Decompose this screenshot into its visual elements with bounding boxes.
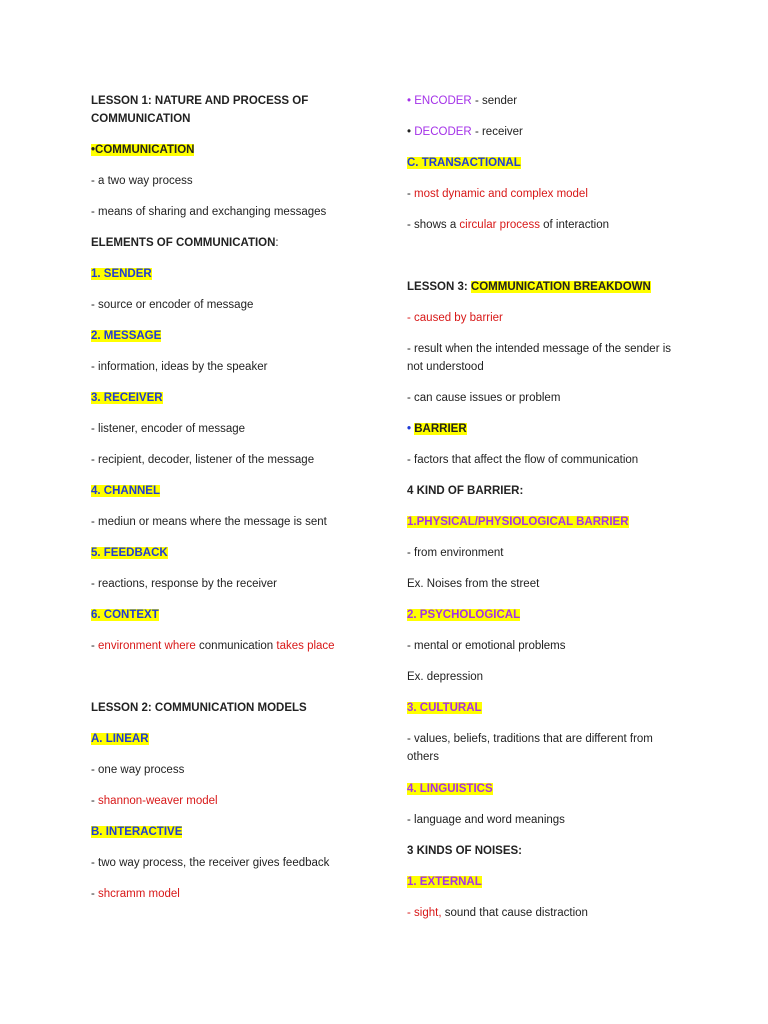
linguistics-heading: 4. LINGUISTICS	[407, 783, 493, 795]
breakdown-definition-1: - caused by barrier	[407, 312, 503, 324]
transactional-heading: C. TRANSACTIONAL	[407, 157, 521, 169]
linguistics-definition: - language and word meanings	[407, 814, 565, 826]
transactional-definition-2: - shows a circular process of interaction	[407, 219, 609, 231]
receiver-heading: 3. RECEIVER	[91, 392, 163, 404]
communication-heading	[91, 141, 194, 159]
interactive-model: - shcramm model	[91, 888, 180, 900]
receiver-definition-1: - listener, encoder of message	[91, 423, 246, 435]
channel-heading: 4. CHANNEL	[91, 485, 161, 497]
feedback-heading: 5. FEEDBACK	[91, 547, 168, 559]
context-heading: 6. CONTEXT	[91, 609, 159, 621]
feedback-definition: - reactions, response by the receiver	[91, 578, 278, 590]
external-heading: 1. EXTERNAL	[407, 876, 482, 888]
encoder-line: • ENCODER - sender	[407, 95, 518, 107]
cultural-definition: - values, beliefs, traditions that are different from others	[407, 733, 653, 763]
linear-definition: - one way process	[91, 764, 185, 776]
context-definition: - environment where conmunication takes place	[91, 640, 335, 652]
sender-definition: - source or encoder of message	[91, 299, 254, 311]
message-definition: - information, ideas by the speaker	[91, 361, 268, 373]
sender-heading: 1. SENDER	[91, 268, 152, 280]
linear-model: - shannon-weaver model	[91, 795, 218, 807]
communication-term: COMMUNICATION	[95, 144, 195, 156]
psychological-heading: 2. PSYCHOLOGICAL	[407, 609, 521, 621]
linear-heading: A. LINEAR	[91, 733, 149, 745]
barrier-definition: - factors that affect the flow of communication	[407, 454, 639, 466]
breakdown-definition-2: - result when the intended message of the sender is not understood	[407, 343, 672, 373]
receiver-definition-2: - recipient, decoder, listener of the message	[91, 454, 315, 466]
bullet: •	[91, 144, 96, 156]
breakdown-definition-3: - can cause issues or problem	[407, 392, 561, 404]
cultural-heading: 3. CULTURAL	[407, 702, 482, 714]
lesson1-title: LESSON 1: NATURE AND PROCESS OF COMMUNICATION	[91, 95, 309, 125]
external-definition: - sight, sound that cause distraction	[407, 907, 588, 919]
kinds-of-noises-heading: 3 KINDS OF NOISES:	[407, 845, 523, 857]
transactional-definition: - most dynamic and complex model	[407, 188, 588, 200]
physical-barrier-definition: - from environment	[407, 547, 504, 559]
barrier-heading: • BARRIER	[407, 423, 467, 435]
communication-definition-2: - means of sharing and exchanging messages	[91, 206, 327, 218]
kinds-of-barrier-heading: 4 KIND OF BARRIER:	[407, 485, 524, 497]
psychological-definition: - mental or emotional problems	[407, 640, 566, 652]
decoder-line: • DECODER - receiver	[407, 126, 523, 138]
psychological-example: Ex. depression	[407, 671, 484, 683]
channel-definition: - mediun or means where the message is sent	[91, 516, 327, 528]
physical-barrier-example: Ex. Noises from the street	[407, 578, 540, 590]
message-heading: 2. MESSAGE	[91, 330, 162, 342]
physical-barrier-heading: 1.PHYSICAL/PHYSIOLOGICAL BARRIER	[407, 516, 629, 528]
elements-heading: ELEMENTS OF COMMUNICATION:	[91, 237, 279, 249]
interactive-definition: - two way process, the receiver gives feedback	[91, 857, 330, 869]
lesson2-title: LESSON 2: COMMUNICATION MODELS	[91, 702, 307, 714]
interactive-heading: B. INTERACTIVE	[91, 826, 183, 838]
communication-definition-1: - a two way process	[91, 175, 193, 187]
encoder-term: ENCODER	[414, 95, 472, 107]
decoder-term: DECODER	[414, 126, 472, 138]
lesson3-title: LESSON 3: COMMUNICATION BREAKDOWN	[407, 281, 651, 293]
